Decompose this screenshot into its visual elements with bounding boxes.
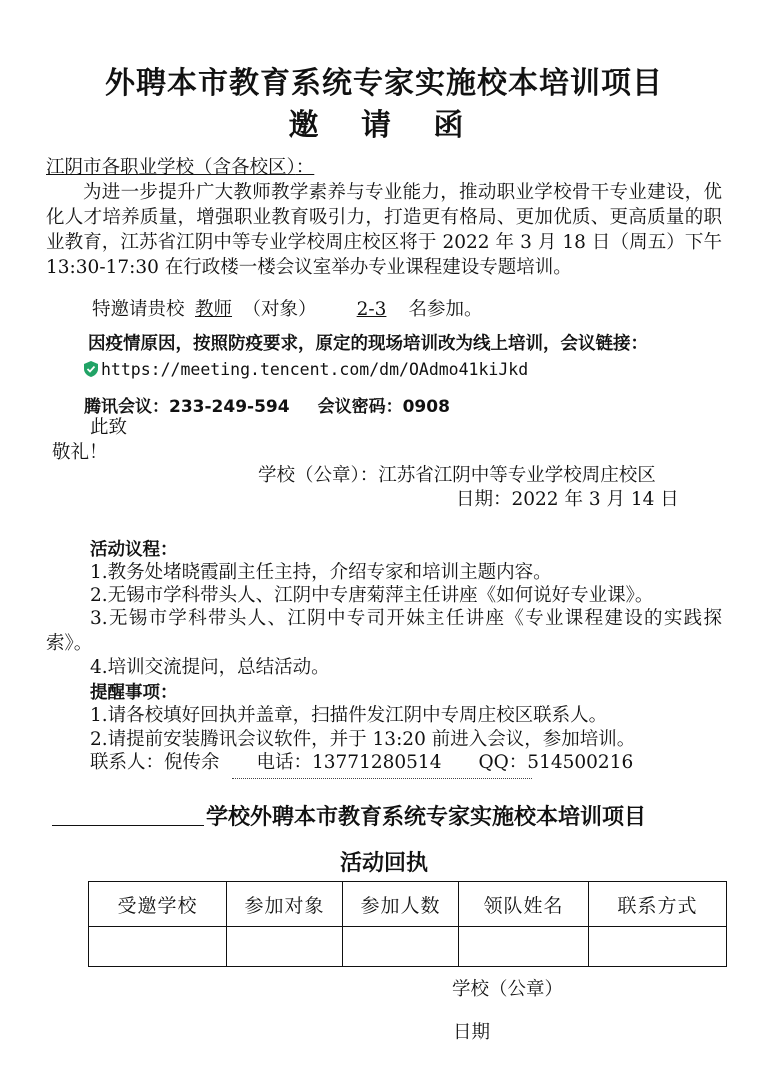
table-cell[interactable] <box>459 927 589 967</box>
contact-info: 联系人：倪传余 电话：13771280514 QQ：514500216 <box>90 752 634 773</box>
meeting-id: 腾讯会议：233-249-594 <box>84 397 290 417</box>
agenda-item: 3.无锡市学科带头人、江阴中专司开妹主任讲座《专业课程建设的实践探索》。 <box>46 608 722 654</box>
column-header: 领队姓名 <box>459 882 589 927</box>
shield-check-icon <box>84 361 98 377</box>
table-cell[interactable] <box>89 927 227 967</box>
agenda-heading: 活动议程： <box>90 540 178 560</box>
invitation-title: 外聘本市教育系统专家实施校本培训项目 <box>105 66 663 101</box>
invite-suffix: 名参加。 <box>408 299 483 320</box>
invite-role: 教师 <box>195 299 233 320</box>
table-header-row <box>89 882 727 927</box>
invite-line <box>92 297 483 322</box>
letter-date: 日期：2022 年 3 月 14 日 <box>456 489 679 510</box>
meeting-info <box>84 392 450 417</box>
column-header: 联系方式 <box>589 882 727 927</box>
closing-jingli: 敬礼！ <box>52 442 108 463</box>
receipt-title: 学校外聘本市教育系统专家实施校本培训项目 <box>206 804 647 830</box>
invite-prefix: 特邀请贵校 <box>92 299 185 320</box>
school-signature: 学校（公章）：江苏省江阴中等专业学校周庄校区 <box>258 465 656 486</box>
reminder-heading: 提醒事项： <box>90 683 178 703</box>
table-cell[interactable] <box>227 927 343 967</box>
online-notice: 因疫情原因，按照防疫要求，原定的现场培训改为线上培训，会议链接： <box>88 334 648 354</box>
table-row <box>89 927 727 967</box>
invitation-paragraph: 为进一步提升广大教师教学素养与专业能力，推动职业学校骨干专业建设，优化人才培养质量，增强职业教育吸引力，打造更有格局、更加优质、更高质量的职业教育，江苏省江阴中等专业学校周庄校区将于 2022 年 3 月 18 日（周五）下午 13:30-17:30 在行政楼一楼会议室举办专业课程建设专题培训。 <box>46 182 722 278</box>
meeting-link-row <box>84 360 528 379</box>
receipt-stamp: 学校（公章） <box>452 979 564 1000</box>
column-header: 参加对象 <box>227 882 343 927</box>
agenda-item: 2.无锡市学科带头人、江阴中专唐菊萍主任讲座《如何说好专业课》。 <box>90 585 654 606</box>
receipt-subtitle: 活动回执 <box>339 850 428 876</box>
receipt-date: 日期 <box>453 1022 491 1043</box>
table-cell[interactable] <box>343 927 459 967</box>
agenda-item: 4.培训交流提问，总结活动。 <box>90 657 330 678</box>
invite-mid: （对象） <box>242 299 317 320</box>
closing-cizhi: 此致 <box>90 417 128 438</box>
meeting-link[interactable]: https://meeting.tencent.com/dm/OAdmo41kiJkd <box>101 360 529 379</box>
column-header: 受邀学校 <box>89 882 227 927</box>
cut-line <box>232 778 532 779</box>
addressee: 江阴市各职业学校（含各校区）： <box>46 157 315 178</box>
invite-count: 2-3 <box>356 299 387 320</box>
reminder-item: 1.请各校填好回执并盖章，扫描件发江阴中专周庄校区联系人。 <box>90 705 608 726</box>
reminder-item: 2.请提前安装腾讯会议软件，并于 13:20 前进入会议，参加培训。 <box>90 729 636 750</box>
agenda-item: 1.教务处堵晓霞副主任主持，介绍专家和培训主题内容。 <box>90 562 552 583</box>
column-header: 参加人数 <box>343 882 459 927</box>
receipt-table <box>88 881 727 967</box>
school-name-blank[interactable] <box>52 825 204 826</box>
meeting-password: 会议密码：0908 <box>317 397 450 417</box>
invitation-subtitle: 邀 请 函 <box>288 108 480 143</box>
table-cell[interactable] <box>589 927 727 967</box>
